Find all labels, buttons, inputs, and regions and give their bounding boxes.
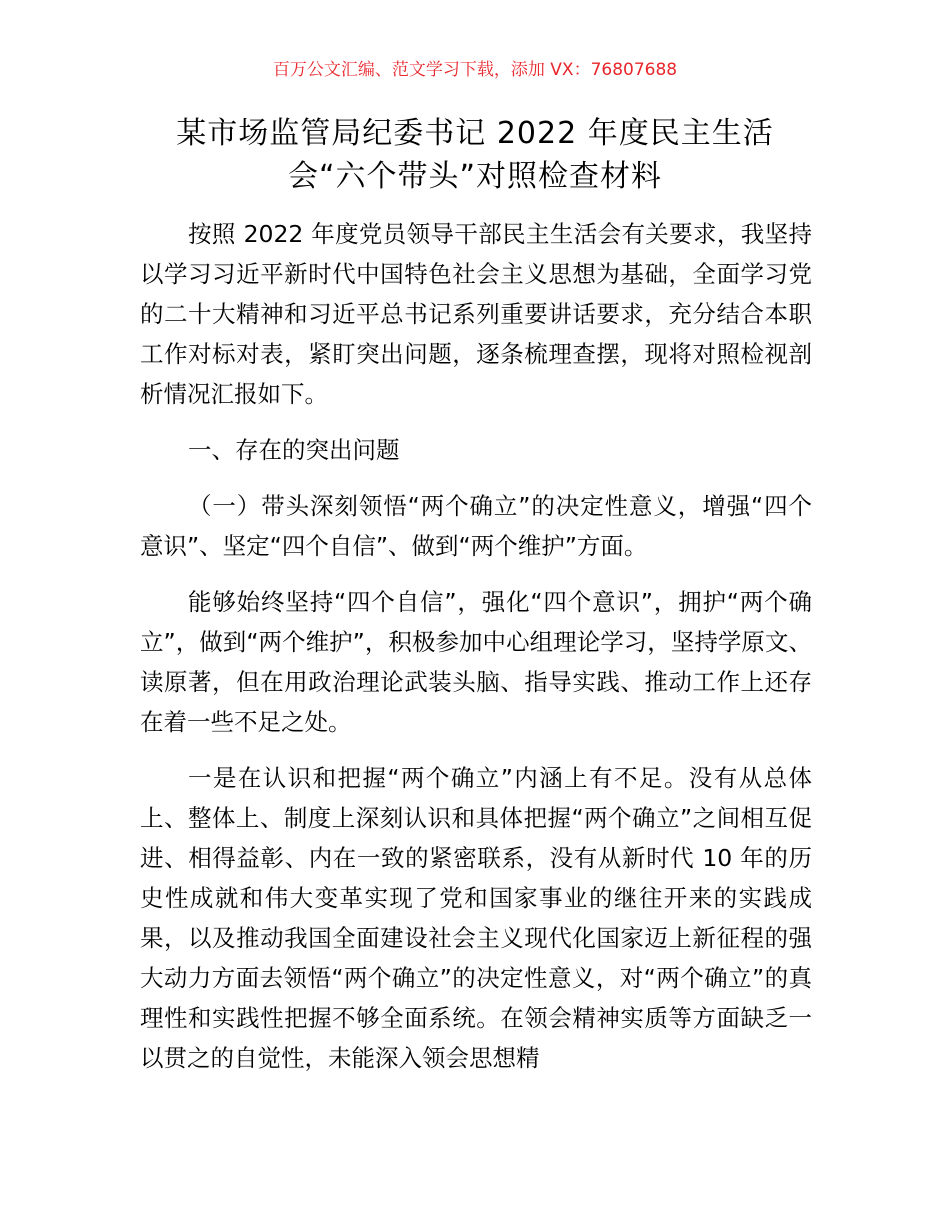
paragraph-1: 能够始终坚持“四个自信”，强化“四个意识”，拥护“两个确立”，做到“两个维护”，积极参加中心组理论学习，坚持学原文、读原著，但在用政治理论武装头脑、指导实践、推动工作上还存在着一些不足之处。: [140, 588, 812, 736]
paragraph-2: 一是在认识和把握“两个确立”内涵上有不足。没有从总体上、整体上、制度上深刻认识和具体把握“两个确立”之间相互促进、相得益彰、内在一致的紧密联系，没有从新时代 10 年的历史性成就和伟大变革实现了党和国家事业的继往开来的实践成果，以及推动我国全面建设社会主义现代化国家迈上新征程的强大动力方面去领悟“两个确立”的决定性意义，对“两个确立”的真理性和实践性把握不够全面系统。在领会精神实质等方面缺乏一以贯之的自觉性，未能深入领会思想精: [140, 764, 812, 1072]
watermark-header: 百万公文汇编、范文学习下载，添加 VX：76807688: [272, 60, 678, 80]
title-line-1: 某市场监管局纪委书记 2022 年度民主生活: [176, 116, 774, 151]
subsection-1-heading: （一）带头深刻领悟“两个确立”的决定性意义，增强“四个意识”、坚定“四个自信”、做到“两个维护”方面。: [140, 492, 812, 560]
section-1-heading: 一、存在的突出问题: [188, 436, 400, 464]
title-line-2: 会“六个带头”对照检查材料: [287, 159, 663, 194]
document-title: [60, 112, 890, 198]
intro-paragraph: 按照 2022 年度党员领导干部民主生活会有关要求，我坚持以学习习近平新时代中国特色社会主义思想为基础，全面学习党的二十大精神和习近平总书记系列重要讲话要求，充分结合本职工作对标对表，紧盯突出问题，逐条梳理查摆，现将对照检视剖析情况汇报如下。: [140, 220, 812, 408]
document-body: [140, 214, 812, 1094]
